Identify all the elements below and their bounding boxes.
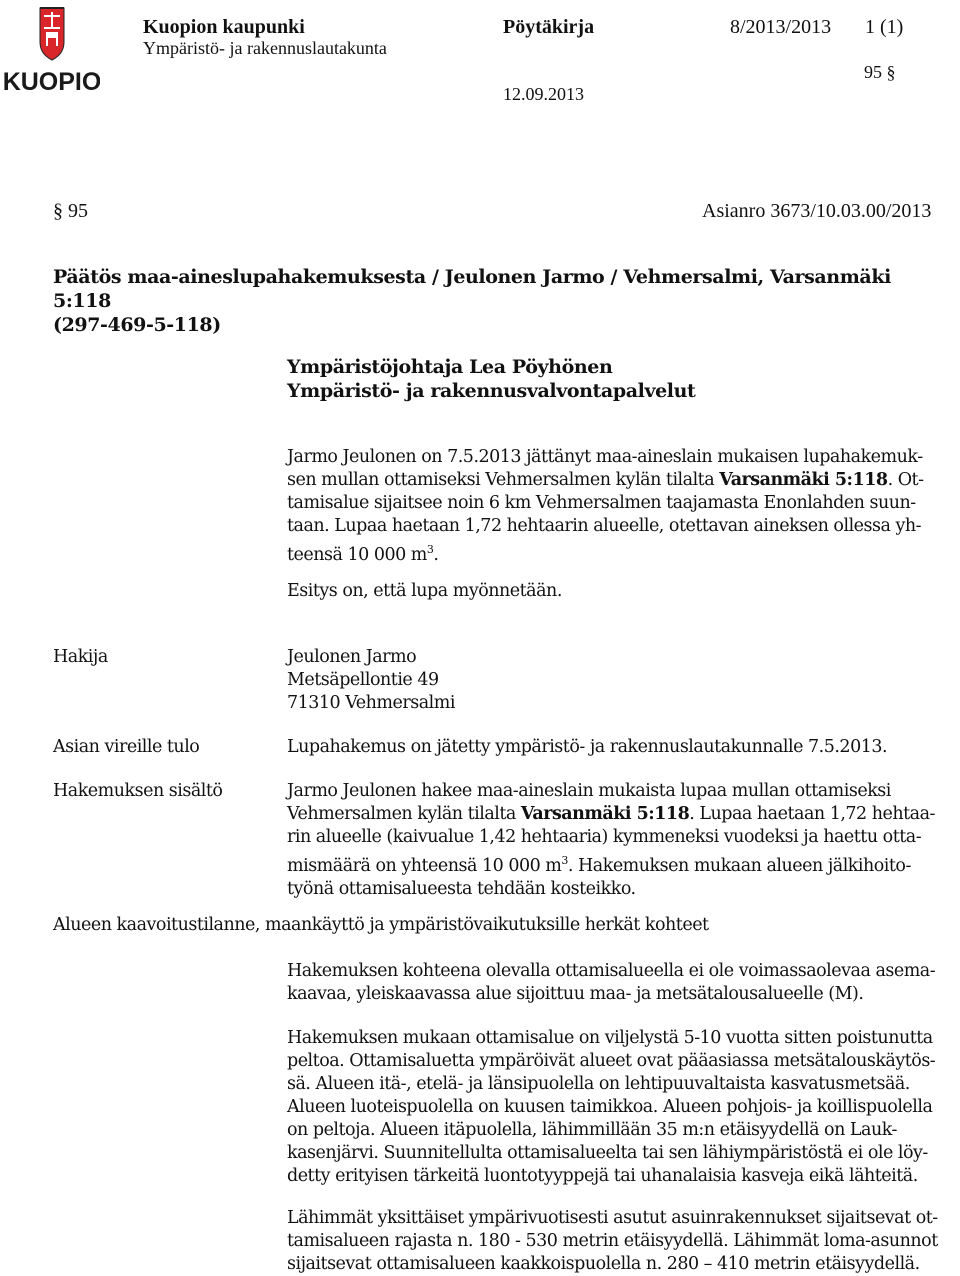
- text-span: teensä 10 000 m: [287, 544, 427, 565]
- applicant-label: Hakija: [53, 647, 108, 667]
- meeting-date: 12.09.2013: [503, 84, 584, 104]
- applicant-city: 71310 Vehmersalmi: [287, 693, 455, 713]
- text-line: sijaitsevat ottamisalueen kaakkoispuolella n. 280 – 410 metrin etäisyydellä.: [287, 1254, 920, 1274]
- text-line: [287, 849, 952, 878]
- text-line: Lähimmät yksittäiset ympärivuotisesti asutut asuinrakennukset sijaitsevat ot-: [287, 1208, 938, 1228]
- header-section-number: 95 §: [864, 62, 896, 82]
- text-line: Alueen luoteispuolella on kuusen taimikkoa. Alueen pohjois- ja koillispuolella: [287, 1097, 933, 1117]
- text-span: .: [433, 544, 439, 565]
- logo-text: KUOPIO: [4, 68, 100, 96]
- section-number: § 95: [53, 200, 88, 222]
- applicant-name: Jeulonen Jarmo: [287, 647, 417, 667]
- text-line: kasenjärvi. Suunnitellulta ottamisalueelta tai sen lähiympäristöstä ei ole löy-: [287, 1143, 928, 1163]
- text-line: Hakemuksen mukaan ottamisalue on viljelystä 5-10 vuotta sitten poistunutta: [287, 1028, 933, 1048]
- text-line: työnä ottamisalueesta tehdään kosteikko.: [287, 878, 636, 899]
- decision-title: [53, 265, 953, 337]
- kuopio-coat-of-arms-icon: [4, 2, 100, 98]
- text-line: kaavaa, yleiskaavassa alue sijoittuu maa- ja metsätalousalueelle (M).: [287, 984, 864, 1004]
- applicant-street: Metsäpellontie 49: [287, 670, 439, 690]
- title-line: Päätös maa-aineslupahakemuksesta / Jeulonen Jarmo / Vehmersalmi, Varsanmäki 5:118: [53, 266, 891, 312]
- application-content: [287, 780, 952, 901]
- text-span: . Hakemuksen mukaan alueen jälkihoito-: [567, 855, 911, 876]
- initiation-text: Lupahakemus on jätetty ympäristö- ja rakennuslautakunnalle 7.5.2013.: [287, 737, 888, 757]
- proposal: Esitys on, että lupa myönnetään.: [287, 581, 562, 601]
- zoning-paragraph-2: [287, 1027, 952, 1188]
- title-line: (297-469-5-118): [53, 314, 221, 336]
- text-line: tamisalueen rajasta n. 180 - 530 metrin etäisyydellä. Lähimmät loma-asunnot: [287, 1231, 938, 1251]
- text-line: on peltoja. Alueen itäpuolella, lähimmillään 35 m:n etäisyydellä on Lauk-: [287, 1120, 897, 1140]
- text-line: taan. Lupaa haetaan 1,72 hehtaarin alueelle, otettavan aineksen ollessa yh-: [287, 516, 922, 536]
- preparer-name: Ympäristöjohtaja Lea Pöyhönen: [287, 356, 613, 378]
- preparer: [287, 355, 695, 403]
- text-line: rin alueelle (kaivualue 1,42 hehtaaria) kymmeneksi vuodeksi ja haettu otta-: [287, 827, 922, 847]
- document-type: Pöytäkirja: [503, 16, 595, 38]
- superscript: 3: [426, 543, 434, 556]
- document-number: 8/2013/2013: [730, 16, 832, 38]
- text-line: sä. Alueen itä-, etelä- ja länsipuolella on lehtipuuvaltaista kasvatusmetsää.: [287, 1074, 910, 1094]
- text-span: sen mullan ottamiseksi Vehmersalmen kylän tilalta: [287, 470, 720, 490]
- text-span: . Ot-: [887, 470, 924, 490]
- text-line: tamisalue sijaitsee noin 6 km Vehmersalmen taajamasta Enonlahden suun-: [287, 493, 916, 513]
- text-span: mismäärä on yhteensä 10 000 m: [287, 855, 562, 876]
- intro-paragraph: [287, 446, 952, 567]
- text-line: [287, 538, 952, 567]
- case-number: Asianro 3673/10.03.00/2013: [702, 200, 932, 222]
- page-indicator: 1 (1): [865, 16, 904, 38]
- text-line: [287, 469, 952, 492]
- zoning-paragraph-1: [287, 960, 952, 1006]
- initiation-label: Asian vireille tulo: [53, 737, 200, 757]
- zoning-paragraph-3: [287, 1207, 952, 1276]
- text-line: detty erityisen tärkeitä luontotyyppejä tai uhanalaisia kasveja eikä lähteitä.: [287, 1166, 918, 1186]
- applicant-address: [287, 646, 952, 715]
- superscript: 3: [561, 854, 568, 867]
- text-span: . Lupaa haetaan 1,72 hehtaa-: [689, 804, 935, 824]
- kuopio-logo: [4, 2, 100, 98]
- zoning-heading: Alueen kaavoitustilanne, maankäyttö ja ympäristövaikutuksille herkät kohteet: [53, 915, 709, 935]
- organization-name: Kuopion kaupunki: [143, 16, 305, 38]
- department-name: Ympäristö- ja rakennuslautakunta: [143, 38, 387, 58]
- text-line: peltoa. Ottamisaluetta ympäröivät alueet ovat pääasiassa metsätalouskäytös-: [287, 1051, 936, 1071]
- property-name: Varsanmäki 5:118: [520, 804, 690, 824]
- application-content-label: Hakemuksen sisältö: [53, 781, 223, 801]
- text-line: Jarmo Jeulonen on 7.5.2013 jättänyt maa-aineslain mukaisen lupahakemuk-: [287, 447, 923, 467]
- text-line: Jarmo Jeulonen hakee maa-aineslain mukaista lupaa mullan ottamiseksi: [287, 781, 891, 801]
- preparer-unit: Ympäristö- ja rakennusvalvontapalvelut: [287, 380, 696, 402]
- text-line: [287, 803, 952, 826]
- text-span: Vehmersalmen kylän tilalta: [287, 804, 521, 824]
- property-name: Varsanmäki 5:118: [719, 470, 888, 490]
- text-line: Hakemuksen kohteena olevalla ottamisalueella ei ole voimassaolevaa asema-: [287, 961, 936, 981]
